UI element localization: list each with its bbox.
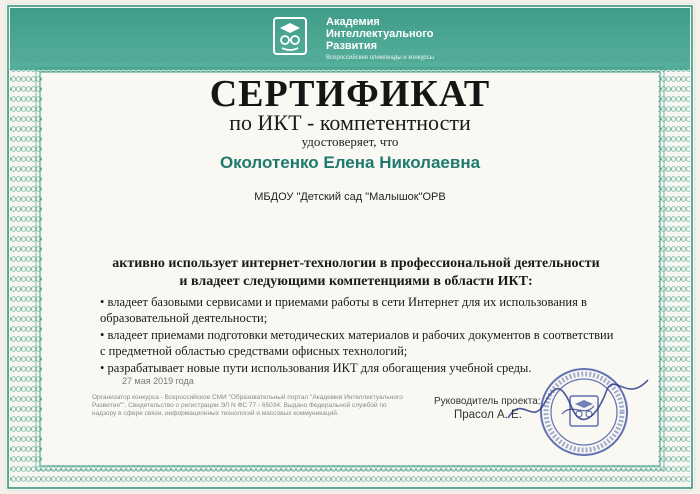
signature-name: Прасол А. Е. — [454, 409, 522, 421]
competence-item: • владеет базовыми сервисами и приемами работы в сети Интернет для их использования в образовательной деятельности; — [100, 295, 587, 325]
academy-name-line2: Интеллектуального — [326, 28, 434, 40]
header-logo — [268, 10, 468, 64]
competence-item: • владеет приемами подготовки методических материалов и рабочих документов в соответствии с предметной областью средствами офисных технологий; — [100, 328, 614, 358]
competence-list — [100, 294, 620, 377]
academy-emblem-icon — [268, 14, 312, 58]
statement-line2: и владеет следующими компетенциями в области ИКТ: — [179, 274, 533, 289]
certificate-subtitle: по ИКТ - компетентности — [229, 110, 471, 135]
certificate-sheet — [6, 4, 694, 490]
academy-tagline: Всероссийские олимпиады и конкурсы — [326, 55, 434, 61]
academy-name — [326, 16, 434, 52]
organizer-note: Организатор конкурса - Всероссийское СМИ "Образовательный портал "Академия Интеллектуального Развития"". Свидетельство о регистрации ЭЛ N ФС 77 - 65034. Выдано Федеральной службой по надзору в сфере связи, информационных технологий и массовых коммуникаций. — [92, 394, 403, 417]
statement-line1: активно использует интернет-технологии в профессиональной деятельности — [112, 256, 600, 271]
issue-date: 27 мая 2019 года — [122, 376, 194, 386]
certificate-title: СЕРТИФИКАТ — [209, 73, 491, 115]
academy-name-line3: Развития — [326, 40, 378, 52]
recipient-name: Околотенко Елена Николаевна — [219, 153, 481, 172]
academy-name-line1: Академия — [326, 16, 380, 28]
signature-role: Руководитель проекта: — [434, 396, 541, 407]
competence-item: • разрабатывает новые пути использования ИКТ для обогащения учебной среды. — [100, 361, 532, 375]
recipient-organization: МБДОУ "Детский сад "Малышок"ОРВ — [254, 191, 446, 203]
competence-statement — [86, 255, 626, 291]
certifies-text: удостоверяет, что — [301, 134, 399, 149]
